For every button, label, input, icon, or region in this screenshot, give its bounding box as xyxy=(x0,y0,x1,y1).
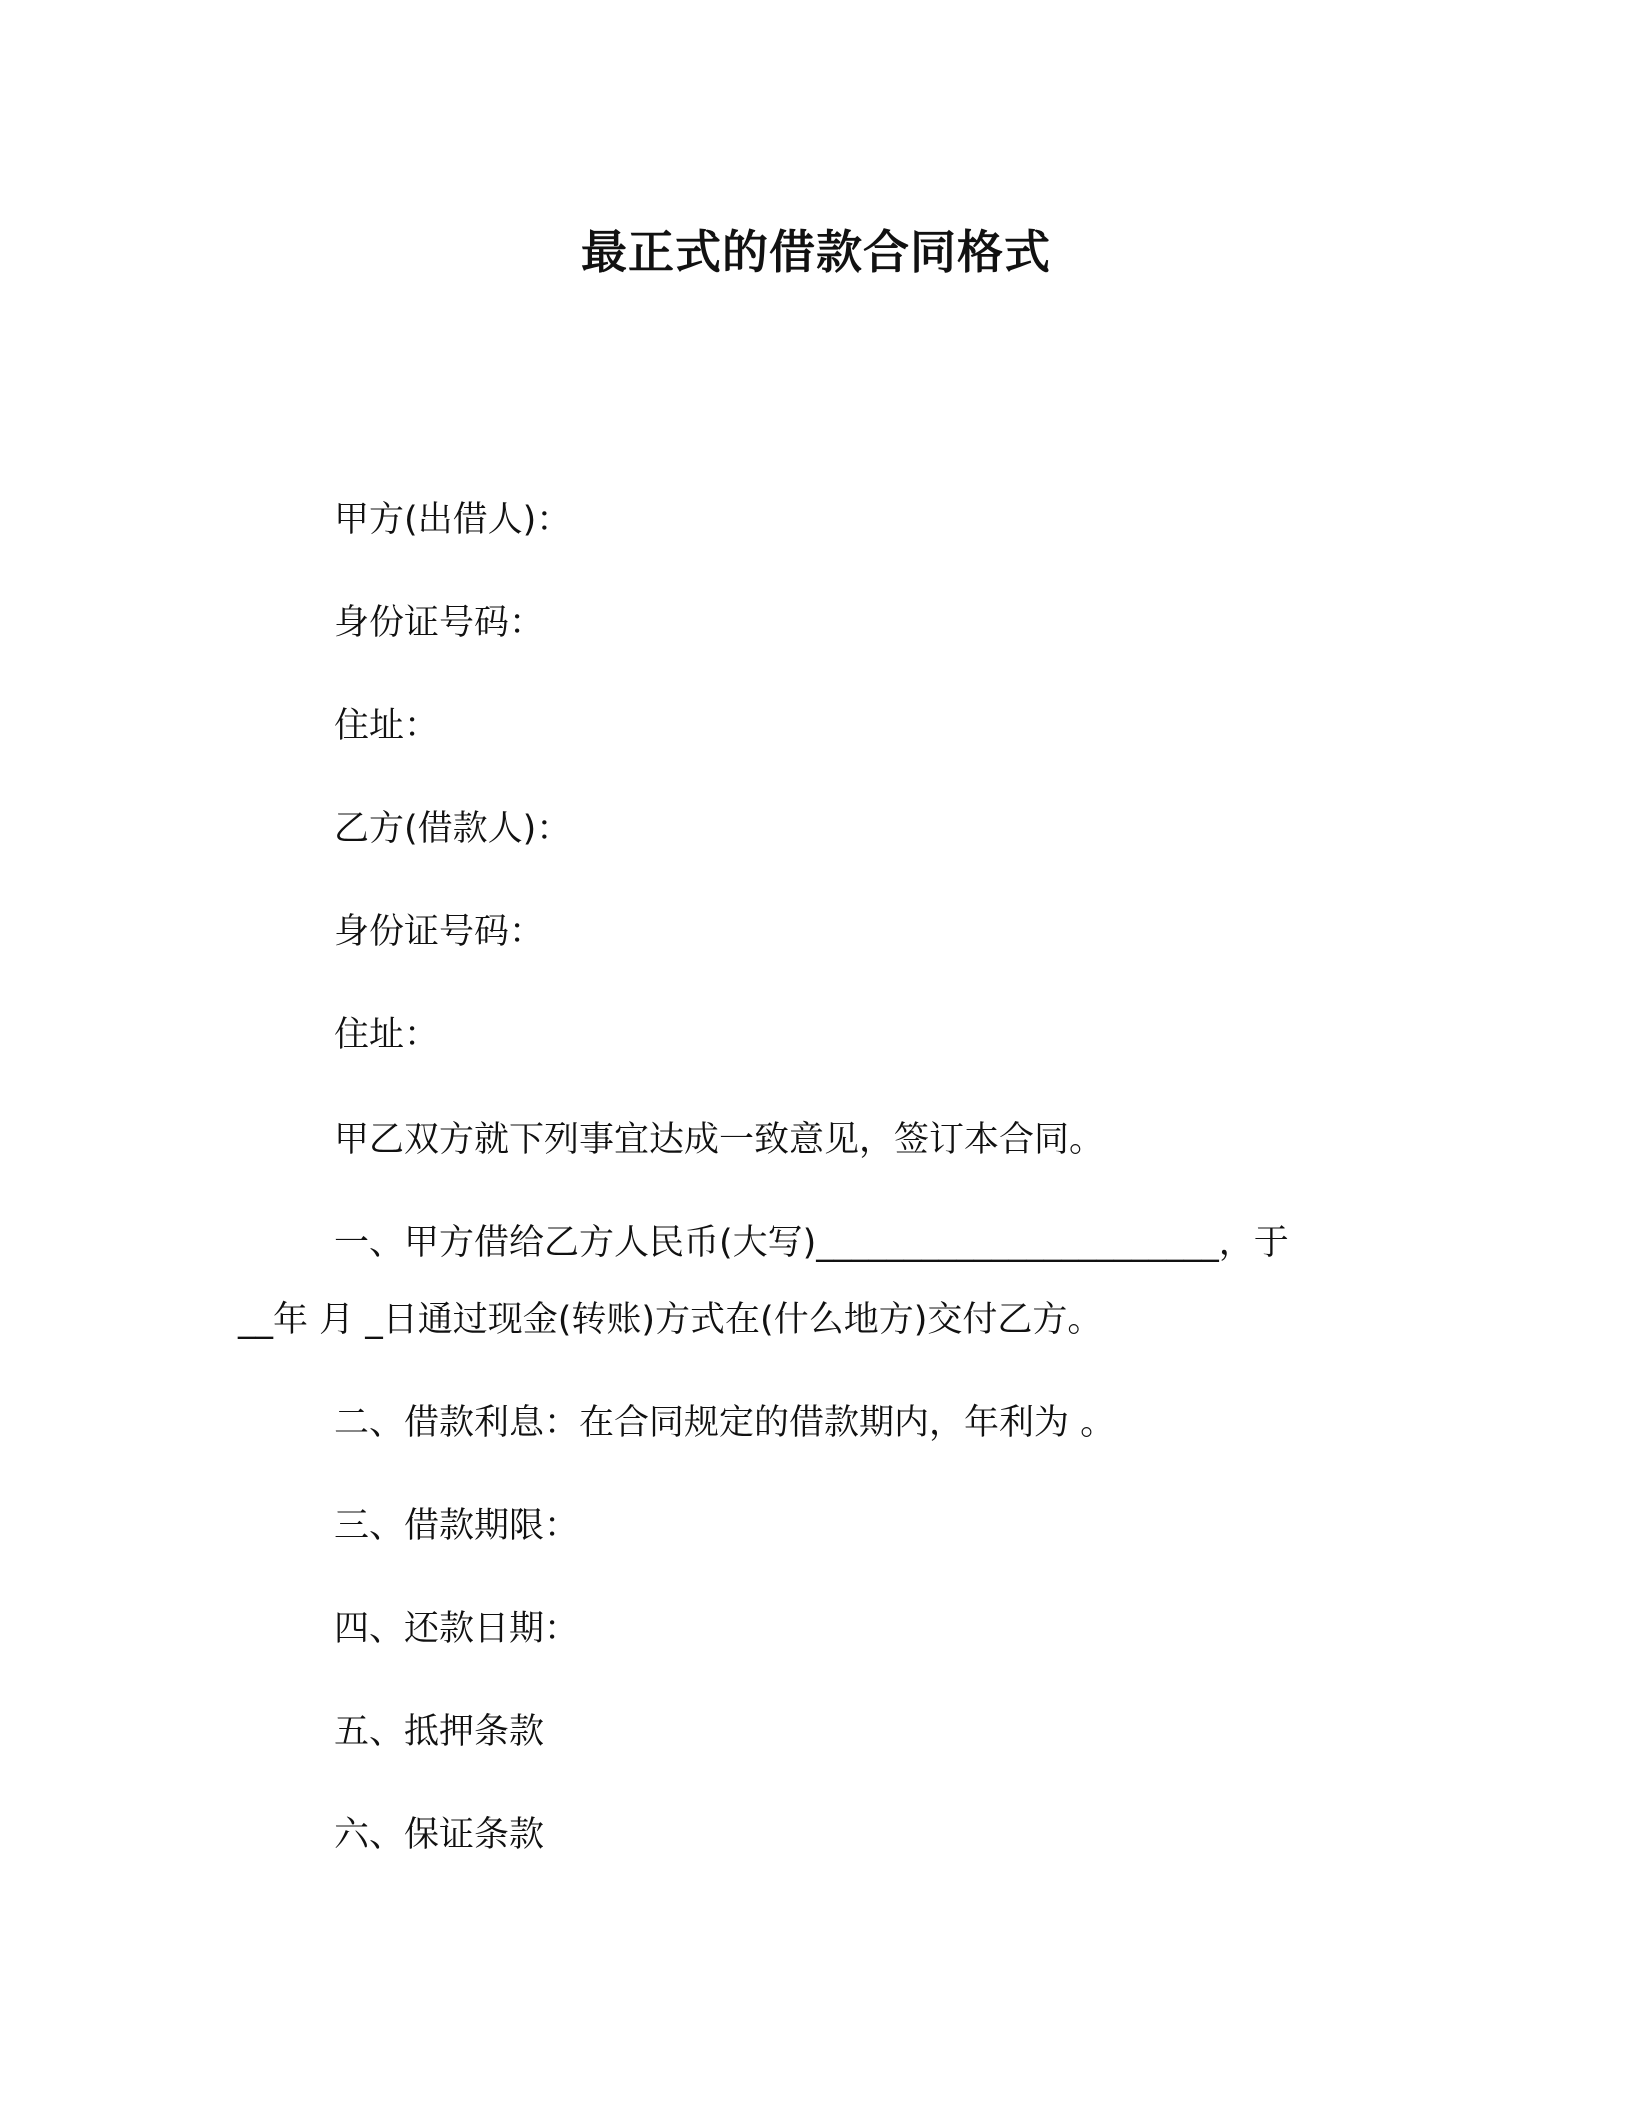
lender-id-label: 身份证号码： xyxy=(334,603,545,643)
clause-5: 五、抵押条款 xyxy=(334,1712,545,1752)
clause-4: 四、还款日期： xyxy=(334,1609,580,1649)
borrower-label: 乙方(借款人)： xyxy=(334,809,572,849)
document-title: 最正式的借款合同格式 xyxy=(581,225,1051,279)
borrower-id-label: 身份证号码： xyxy=(334,912,545,952)
agreement-intro: 甲乙双方就下列事宜达成一致意见，签订本合同。 xyxy=(334,1120,1105,1160)
clause-6: 六、保证条款 xyxy=(334,1815,545,1855)
clause-1: 一、甲方借给乙方人民币(大写)_______________________，于 xyxy=(334,1223,1289,1263)
clause-1-continued: __年 月 _日通过现金(转账)方式在(什么地方)交付乙方。 xyxy=(238,1300,1103,1340)
clause-2: 二、借款利息：在合同规定的借款期内，年利为 。 xyxy=(334,1403,1116,1443)
clause-3: 三、借款期限： xyxy=(334,1506,580,1546)
lender-label: 甲方(出借人)： xyxy=(334,500,572,540)
lender-address-label: 住址： xyxy=(334,706,440,746)
borrower-address-label: 住址： xyxy=(334,1015,440,1055)
